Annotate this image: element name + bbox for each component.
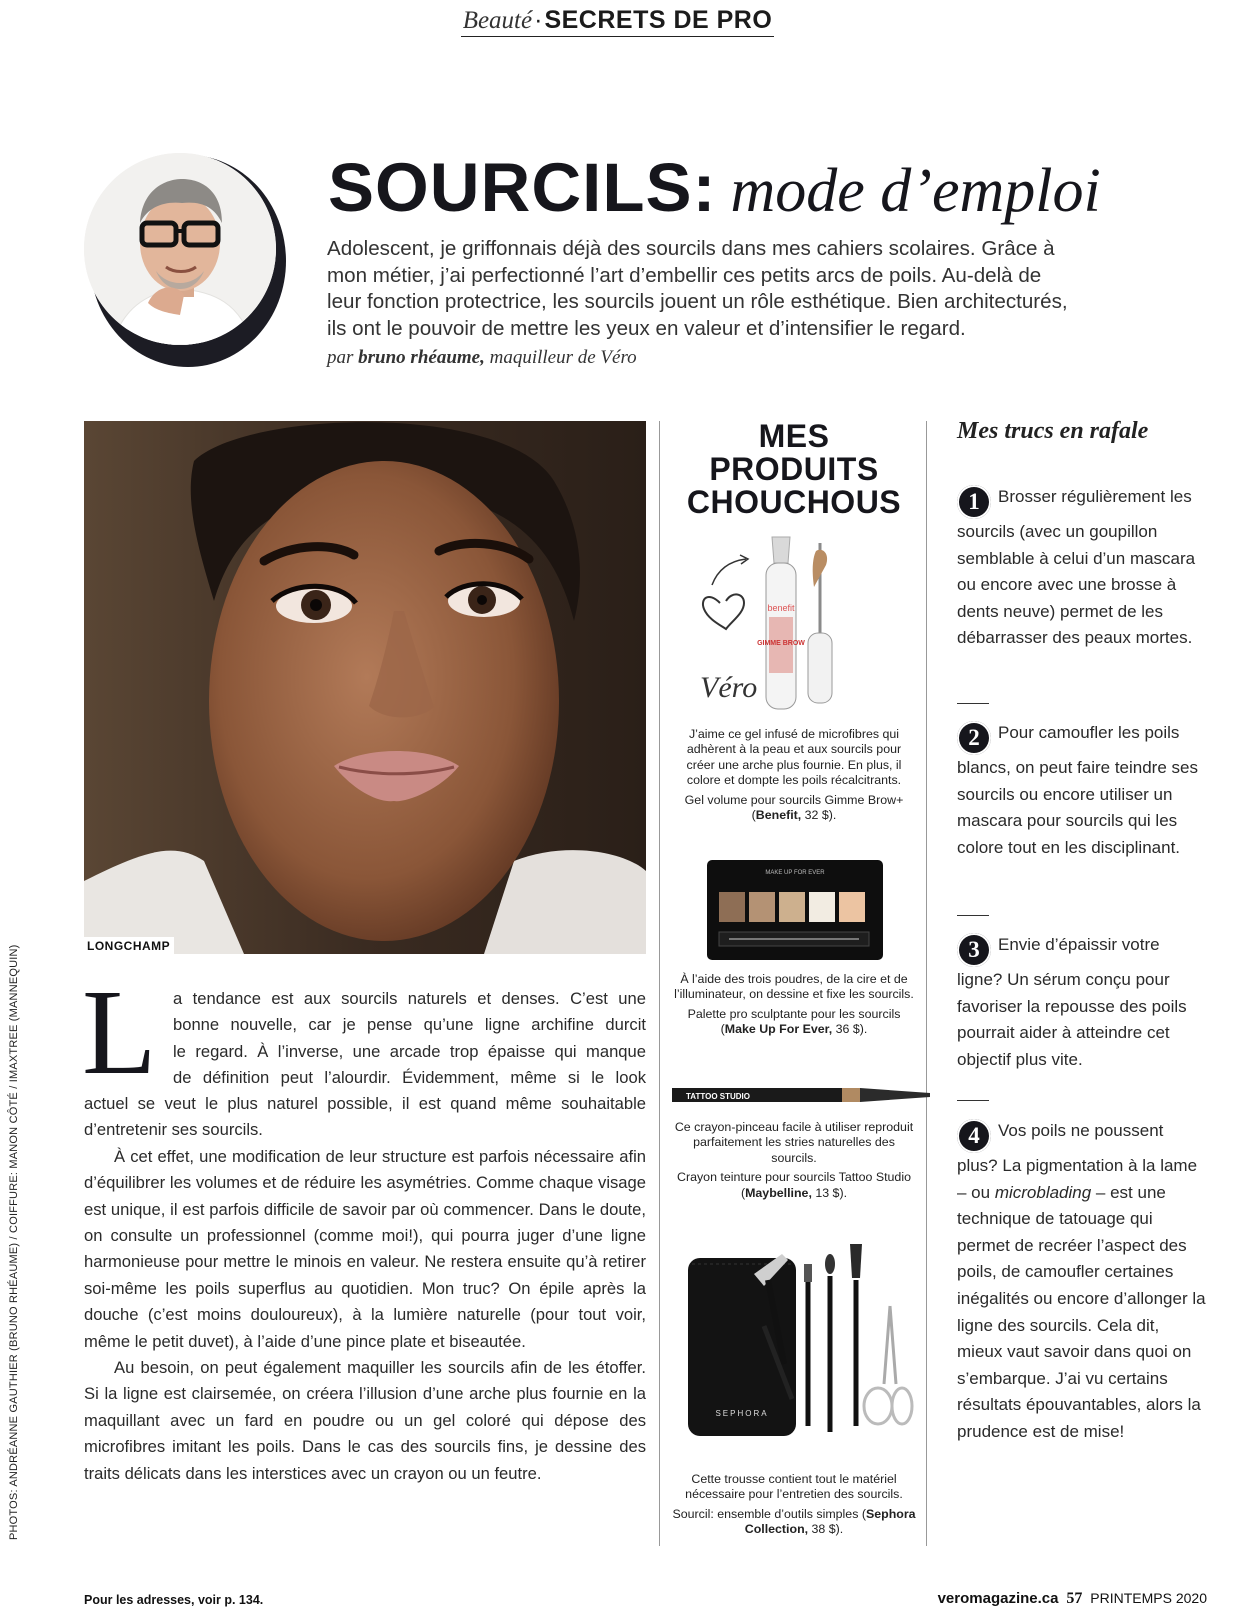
tip-number: 3 xyxy=(957,933,991,967)
section-header xyxy=(0,6,1235,37)
product-desc: Cette trousse contient tout le matériel nécessaire pour l’entretien des sourcils. xyxy=(685,1472,903,1502)
article-lead xyxy=(173,986,646,1092)
lead-rest: actuel se veut le plus naturel possible, il est quand même souhaitable d’entretenir ses sourcils. xyxy=(84,1094,646,1140)
product-brand: Maybelline, xyxy=(745,1185,812,1200)
lead-line: le regard. À l’inverse, une arcade trop épaisse qui manque xyxy=(173,1041,646,1061)
title-bold: SOURCILS: xyxy=(328,149,717,226)
palette-illustration xyxy=(705,858,885,962)
section-name: Beauté xyxy=(462,7,533,34)
tip-2 xyxy=(957,720,1207,861)
lead-line: de définition peut l’alourdir. Évidemment, même si le look xyxy=(173,1068,646,1088)
tips-title: Mes trucs en rafale xyxy=(957,418,1149,444)
article-intro xyxy=(327,236,1207,342)
product-label: Sourcil: ensemble d’outils simples (Sephora Collection, 38 $). xyxy=(672,1506,916,1537)
footer-folio xyxy=(938,1590,1207,1608)
intro-line: mon métier, j’ai perfectionné l’art d’embellir ces petits arcs de poils. Au-delà de xyxy=(327,263,1042,287)
tip-text: Envie d’épaissir votre ligne? Un sérum conçu pour favoriser la repousse des poils pourrait aider à atteindre cet objectif plus vite. xyxy=(957,935,1187,1069)
benefit-gel-illustration xyxy=(690,533,890,713)
byline xyxy=(327,347,637,369)
byline-par: par xyxy=(327,347,354,368)
product-pencil xyxy=(672,1120,916,1201)
product-image-benefit xyxy=(690,533,890,713)
product-label: Crayon teinture pour sourcils Tattoo Studio (Maybelline, 13 $). xyxy=(677,1170,911,1200)
tip-text-em: microblading xyxy=(994,1182,1092,1202)
footer-issue: PRINTEMPS 2020 xyxy=(1090,1590,1207,1606)
author-portrait-illustration xyxy=(84,153,276,345)
tip-text-pre: Vos poils ne poussent plus? La pigmentation à la lame – ou xyxy=(957,1121,1198,1202)
intro-line: Adolescent, je griffonnais déjà des sourcils dans mes cahiers scolaires. Grâce à xyxy=(327,237,1055,260)
page-number: 57 xyxy=(1066,1590,1083,1607)
intro-line: leur fonction protectrice, les sourcils jouent un rôle esthétique. Bien architecturés, xyxy=(327,290,1068,313)
product-image-palette xyxy=(705,858,885,962)
product-desc: Ce crayon-pinceau facile à utiliser reproduit parfaitement les stries naturelles des sourcils. xyxy=(674,1120,914,1165)
model-photo xyxy=(84,421,646,954)
product-label: Gel volume pour sourcils Gimme Brow+ (Benefit, 32 $). xyxy=(684,792,904,823)
article-paragraph: Au besoin, on peut également maquiller les sourcils afin de les étoffer. Si la ligne est clairsemée, on créera l’illusion d’une arche plus fournie en la maquillant avec un fard en poudre ou un gel coloré qui dépose des microfibres imitant les poils. Dans le cas des sourcils fins, je dessine des traits délicats dans les interstices avec un crayon ou un feutre. xyxy=(84,1358,646,1483)
article-paragraph: À cet effet, une modification de leur structure est parfois nécessaire afin d’équilibrer les volumes et de réduire les asymétries. Comme chaque visage est unique, il est parfois difficile de savoir par où commencer. Dans le doute, on consulte un professionnel (comme moi!), qui pourra juger d’une ligne harmonieuse pour mettre le minois en valeur. Ne restera ensuite qu’à retirer soi-même les poils superflus au quotidien. Mon truc? On épile après la douche (c’est moins douloureux), à la lumière naturelle (pour tout voir, même le petit duvet), à l’aide d’une pince plate et biseautée. xyxy=(84,1146,646,1351)
article-title xyxy=(328,148,1101,227)
drop-cap: L xyxy=(82,965,157,1100)
product-desc: À l’aide des trois poudres, de la cire et de l’illuminateur, on dessine et fixe les sourcils. xyxy=(674,972,914,1002)
products-title-line: MES xyxy=(758,418,830,454)
tip-number: 2 xyxy=(957,721,991,755)
tip-text: Pour camoufler les poils blancs, on peut faire teindre ses sourcils ou encore utiliser un mascara pour sourcils qui les colore tout en les disciplinant. xyxy=(957,723,1198,857)
sephora-kit-illustration xyxy=(684,1234,914,1442)
author-portrait xyxy=(84,153,276,345)
pencil-illustration xyxy=(672,1085,932,1105)
column-rule-left xyxy=(659,421,660,1546)
intro-line: ils ont le pouvoir de mettre les yeux en valeur et d’intensifier le regard. xyxy=(327,316,966,340)
tattoo-studio-brand: TATTOO STUDIO xyxy=(686,1092,750,1101)
product-desc: J’aime ce gel infusé de microfibres qui adhèrent à la peau et aux sourcils pour créer une arche plus fournie. En plus, il colore et dompte les poils récalcitrants. xyxy=(686,727,902,788)
lead-line: bonne nouvelle, car je pense qu’une ligne archifine durcit xyxy=(173,1015,646,1035)
product-benefit xyxy=(672,727,916,823)
tip-divider xyxy=(957,915,989,916)
tip-1 xyxy=(957,484,1207,652)
header-separator: · xyxy=(534,6,543,34)
product-kit xyxy=(672,1472,916,1538)
footer-site: veromagazine.ca xyxy=(937,1590,1059,1607)
product-brand: Benefit, xyxy=(755,808,802,823)
gimme-brow-label: GIMME BROW xyxy=(757,640,805,647)
tip-text-post: – est une technique de tatouage qui permet de recréer l’aspect des poils, de camoufler certaines inégalités ou encore d’allonger la ligne des sourcils. Cela dit, mieux vaut savoir dans quoi on s’embarque. J’ai vu certains résultats épouvantables, alors la prudence est de mise! xyxy=(957,1182,1206,1441)
tip-text: Brosser régulièrement les sourcils (avec un goupillon semblable à celui d’un mascara ou encore avec une brosse à dents neuve) permet de les débarrasser des peaux mortes. xyxy=(957,487,1196,648)
byline-author: bruno rhéaume, xyxy=(358,347,485,368)
byline-role: maquilleur de Véro xyxy=(489,347,637,368)
photo-credits: PHOTOS: ANDRÉANNE GAUTHIER (BRUNO RHÉAUME) / COIFFURE: MANON CÔTÉ / IMAXTREE (MANNEQUIN) xyxy=(8,944,20,1540)
footer-addresses: Pour les adresses, voir p. 134. xyxy=(84,1593,264,1607)
mufe-brand: MAKE UP FOR EVER xyxy=(765,870,825,876)
vero-signature: Véro xyxy=(700,671,758,704)
column-rule-right xyxy=(926,421,927,1546)
title-italic: mode d’emploi xyxy=(730,157,1101,225)
product-palette xyxy=(672,972,916,1038)
sephora-brand: SEPHORA xyxy=(715,1409,769,1418)
lead-line: a tendance est aux sourcils naturels et denses. C’est une xyxy=(173,989,646,1008)
product-label: Palette pro sculptante pour les sourcils (Make Up For Ever, 36 $). xyxy=(687,1006,901,1037)
rubric-name: SECRETS DE PRO xyxy=(544,6,773,34)
article-body xyxy=(84,1091,646,1487)
model-photo-illustration xyxy=(84,421,646,954)
products-title xyxy=(672,420,916,519)
benefit-brand: benefit xyxy=(767,603,795,613)
tip-divider xyxy=(957,1100,989,1101)
tip-number: 4 xyxy=(957,1119,991,1153)
product-brand: Make Up For Ever, xyxy=(724,1022,833,1037)
products-title-line: PRODUITS xyxy=(709,451,879,487)
tip-3 xyxy=(957,932,1207,1073)
product-image-kit xyxy=(684,1234,914,1442)
product-brand: Sephora Collection, xyxy=(744,1506,916,1537)
photo-tag: LONGCHAMP xyxy=(84,937,174,954)
tip-number: 1 xyxy=(957,485,991,519)
tip-divider xyxy=(957,703,989,704)
products-title-line: CHOUCHOUS xyxy=(686,484,902,520)
product-image-pencil xyxy=(672,1085,932,1105)
tip-4 xyxy=(957,1118,1207,1446)
